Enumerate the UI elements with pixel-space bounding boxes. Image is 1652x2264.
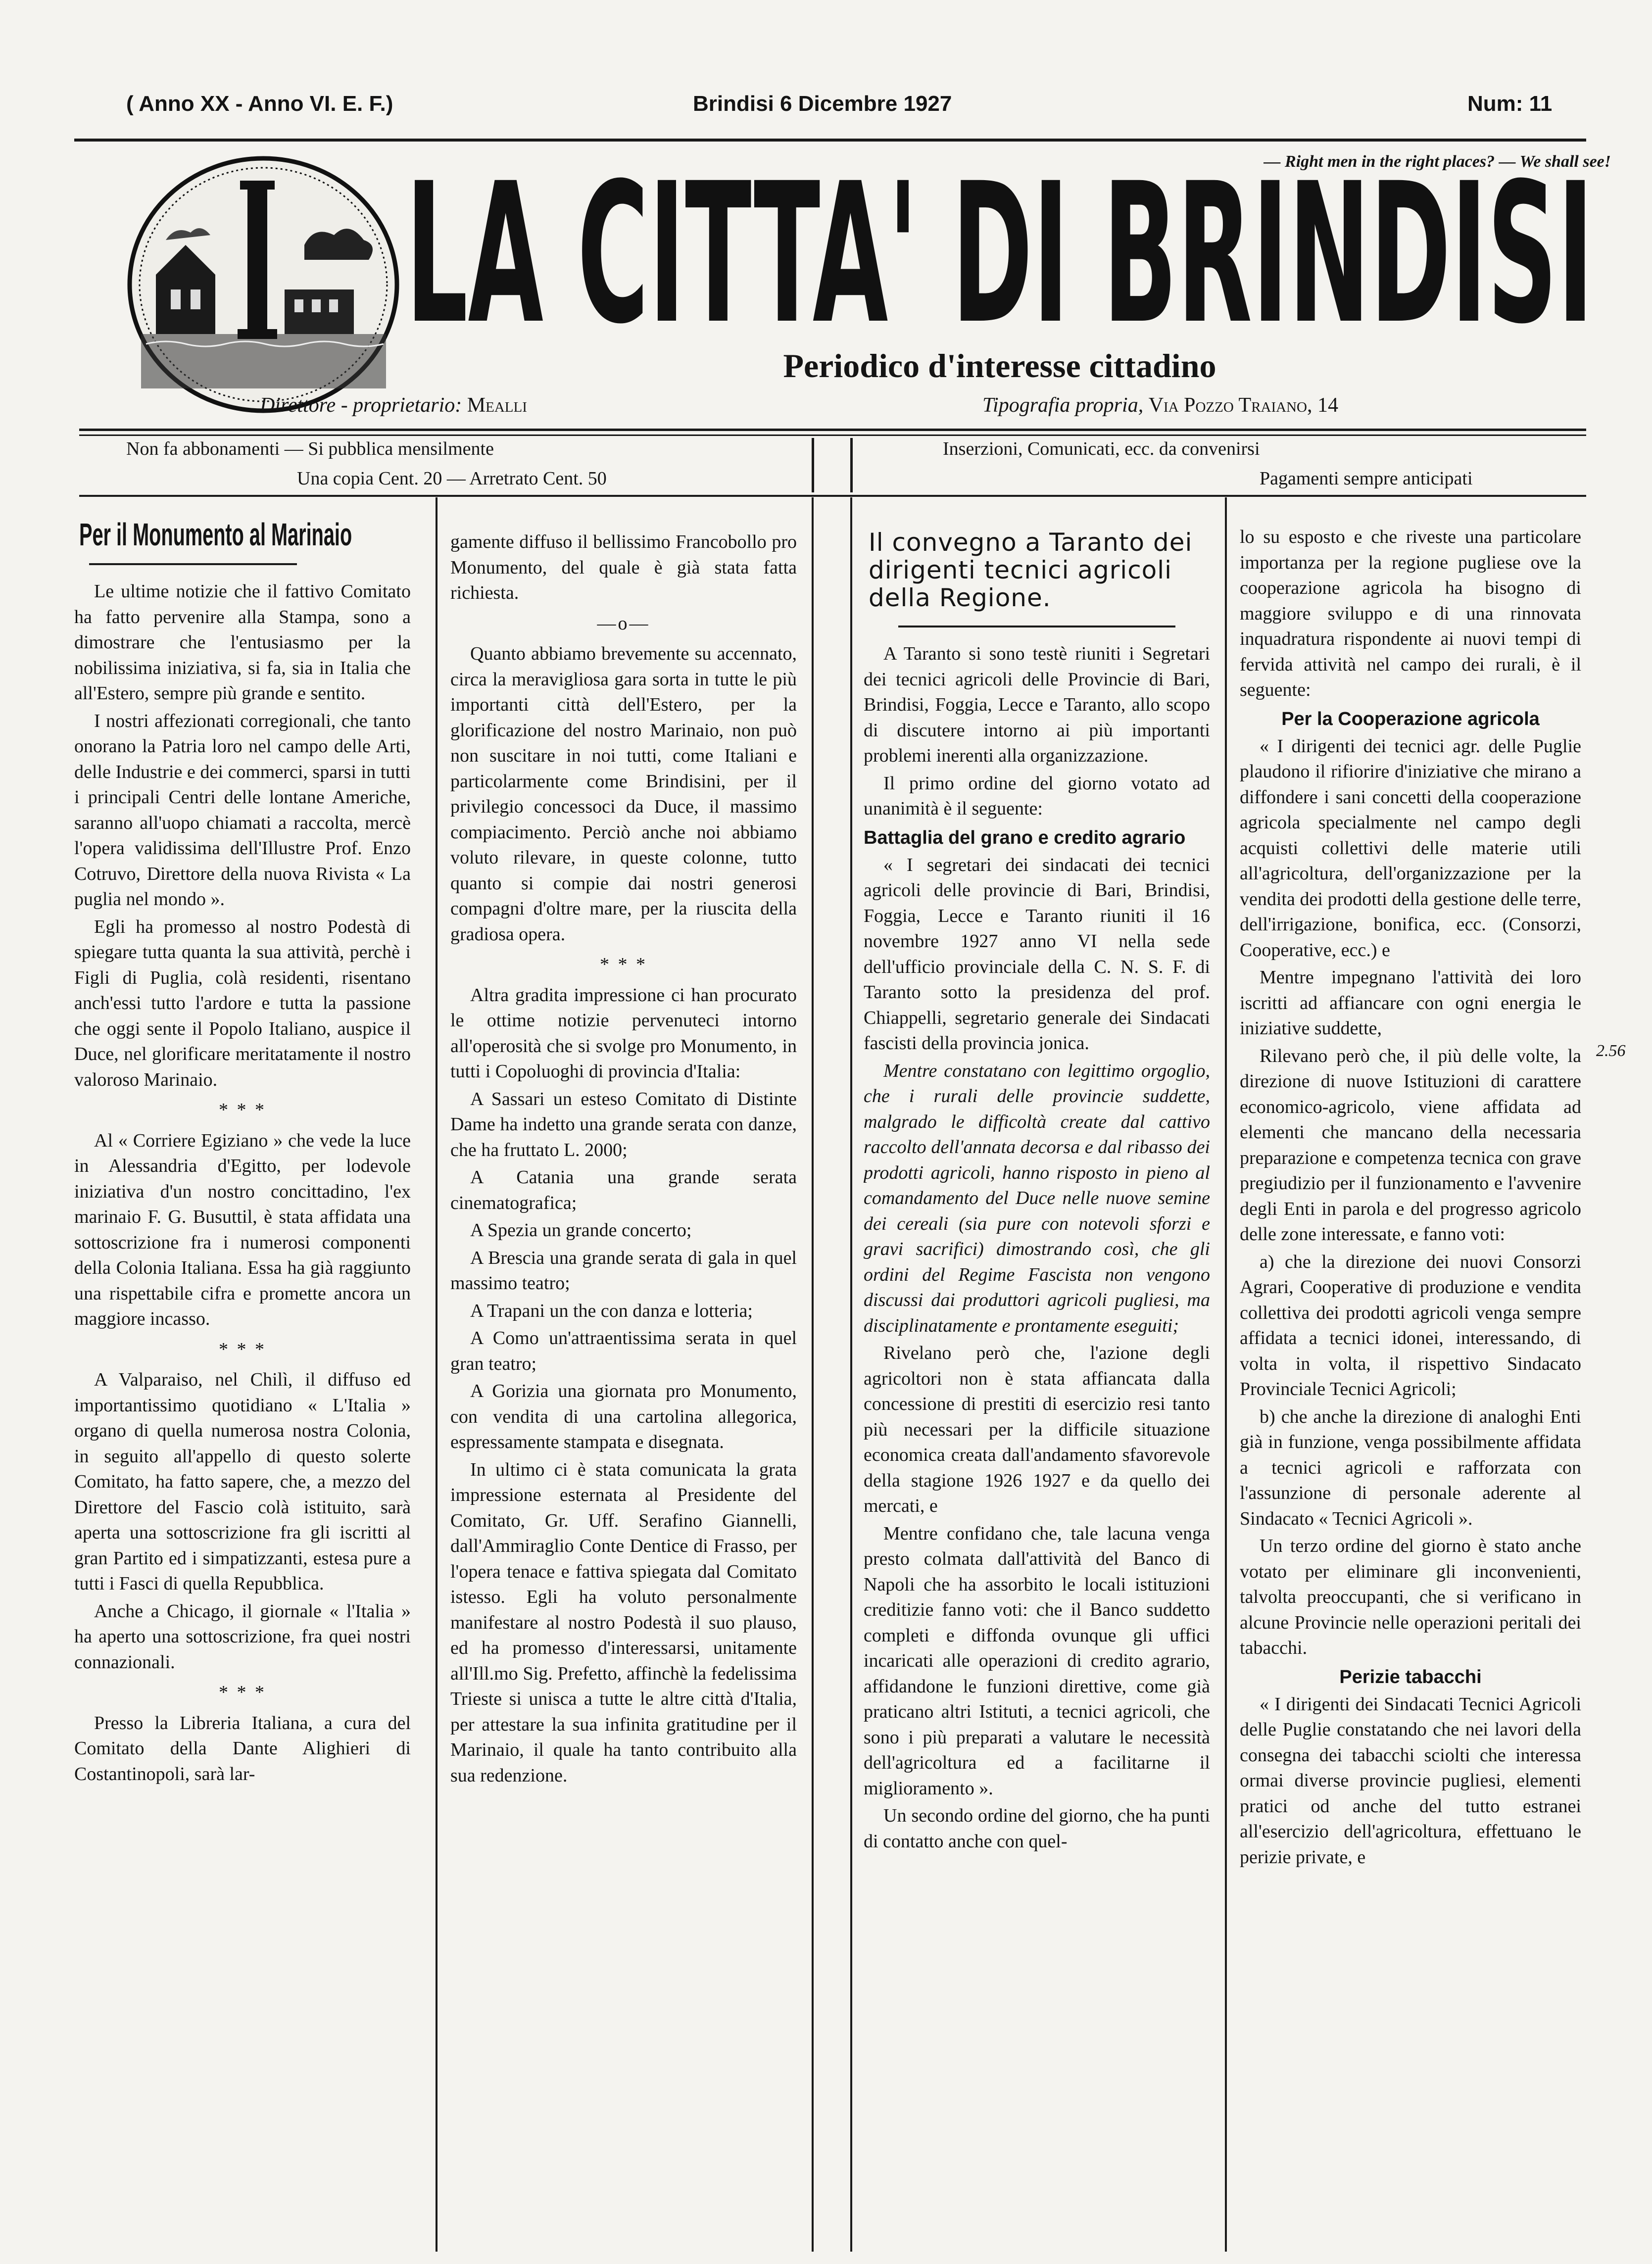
- info-divider-right: [850, 438, 853, 492]
- paragraph: « I dirigenti dei tecnici agr. delle Puglie plaudono il rifiorire d'iniziative che mirano a diffondere i sani concetti della cooperazione agricola specialmente nel campo degli acquisti collettivi delle materie utili all'agricoltura, dell'organizzazione per la vendita dei prodotti della gestione delle terre, dell'irrigazione, bonifica, ecc. (Consorzi, Cooperative, ecc.) e: [1240, 735, 1581, 961]
- paragraph: Al « Corriere Egiziano » che vede la luce in Alessandria d'Egitto, per lodevole iniziativa d'un nostro concittadino, l'ex marinaio F. G. Busuttil, è stata affidata una sottoscrizione fra i numerosi componenti della Colonia Italiana. Essa ha già raggiunto una rispettabile cifra e promette ancora un maggiore incasso.: [74, 1130, 411, 1329]
- printer-line: [982, 393, 1338, 417]
- director-name: Mealli: [467, 394, 527, 417]
- paragraph: Egli ha promesso al nostro Podestà di spiegare tutta quanta la sua attività, perchè i Figli di Puglia, colà residenti, risentano anch'essi tutto l'ardore e tutta la passione che oggi sente il Popolo Italiano, auspice il Duce, nel glorificare meritatamente il nostro valoroso Marinaio.: [74, 916, 411, 1090]
- paragraph: A Taranto si sono testè riuniti i Segretari dei tecnici agricoli delle Provincie di Bari, Brindisi, Foggia, Lecce e Taranto, allo scopo di discutere intorno ai più importanti problemi inerenti alla organizzazione.: [864, 643, 1210, 766]
- paragraph: Presso la Libreria Italiana, a cura del Comitato della Dante Alighieri di Costantinopoli, sarà lar-: [74, 1712, 411, 1784]
- masthead-subtitle: Periodico d'interesse cittadino: [783, 347, 1216, 385]
- article-convegno-col3: [864, 525, 1210, 2259]
- paragraph: A Catania una grande serata cinematografica;: [450, 1167, 797, 1213]
- subheading: Per la Cooperazione agricola: [1281, 708, 1540, 729]
- paragraph: Anche a Chicago, il giornale « l'Italia » ha aperto una sottoscrizione, fra quei nostri connazionali.: [74, 1600, 411, 1673]
- paragraph: Mentre confidano che, tale lacuna venga presto colmata dall'attività del Banco di Napoli che ha assorbito le locali istituzioni creditizie fanno voti: che il Banco suddetto completi e diffonda ovunque gli uffici incaricati alle operazioni di credito agrario, affidandone le funzioni direttive, come già praticano altri Istituti, a tecnici agricoli, che sono i più preparati a valutare le necessità dell'agricoltura ed a facilitarne il miglioramento ».: [864, 1523, 1210, 1799]
- edition-label: ( Anno XX - Anno VI. E. F.): [126, 92, 393, 116]
- masthead-motto: — Right men in the right places? — We shall see!: [1263, 152, 1611, 171]
- margin-note: 2.56: [1596, 1042, 1626, 1060]
- paragraph: a) che la direzione dei nuovi Consorzi Agrari, Cooperative di produzione e vendita collettiva dei prodotti agricoli venga sempre affidata a tecnici idonei, interessando, di volta in volta, il rispettivo Sindacato Provinciale Tecnici Agricoli;: [1240, 1251, 1581, 1399]
- director-line: [260, 393, 527, 417]
- info-left-2: Una copia Cent. 20 — Arretrato Cent. 50: [297, 468, 607, 489]
- masthead-rule-2: [79, 434, 1586, 436]
- paragraph: A Como un'attraentissima serata in quel gran teatro;: [450, 1328, 797, 1374]
- section-separator: * * *: [219, 1339, 266, 1360]
- section-separator: —o—: [597, 613, 650, 634]
- article-convegno-col4: [1240, 525, 1581, 2259]
- column-rule-1: [436, 497, 437, 2252]
- printer-label: Tipografia propria,: [982, 394, 1144, 417]
- info-left-1: Non fa abbonamenti — Si pubblica mensilmente: [126, 438, 494, 459]
- section-separator: * * *: [219, 1682, 266, 1703]
- section-separator: * * *: [219, 1100, 266, 1120]
- paragraph: Rivelano però che, l'azione degli agricoltori non è stata affiancata dalla concessione di prestiti di esercizio resi tanto più necessari per la difficile situazione economica creata dall'andamento sfavorevole della stagione 1926 1927 e da quello dei mercati, e: [864, 1343, 1210, 1516]
- paragraph: Il primo ordine del giorno votato ad unanimità è il seguente:: [864, 772, 1210, 819]
- paragraph: Un secondo ordine del giorno, che ha punti di contatto anche con quel-: [864, 1805, 1210, 1852]
- printer-address: Via Pozzo Traiano, 14: [1148, 394, 1338, 417]
- top-line: [126, 92, 1591, 136]
- paragraph: In ultimo ci è stata comunicata la grata impressione esternata al Presidente del Comitato, Gr. Uff. Serafino Giannelli, dall'Ammiraglio Conte Dentice di Frasso, per l'opera tenace e fattiva spiegata dal Comitato istesso. Egli ha voluto personalmente manifestare al nostro Podestà il suo plauso, ed ha promesso d'interessarsi, unitamente all'Ill.mo Sig. Prefetto, affinchè la fedelissima Trieste si unisca a tutte le altre città d'Italia, per attestare la sua infinita gratitudine per il Marinaio, il quale ha tanto contribuito alla sua redenzione.: [450, 1459, 797, 1786]
- headline-convegno: Il convegno a Taranto dei dirigenti tecnici agricoli della Regione.: [869, 528, 1193, 612]
- paragraph: Un terzo ordine del giorno è stato anche votato per eliminare gli inconvenienti, talvolta preoccupanti, che si verificano in alcune Provincie nelle operazioni peritali dei tabacchi.: [1240, 1536, 1581, 1658]
- paragraph: A Sassari un esteso Comitato di Distinte Dame ha indetto una grande serata con danze, che ha fruttato L. 2000;: [450, 1088, 797, 1160]
- paragraph: lo su esposto e che riveste una particolare importanza per la regione pugliese ove la cooperazione agricola ha bisogno di maggiore sviluppo e di una rinnovata inquadratura rispondente ai nuovi tempi di fervida attività nel campo dei rurali, è il seguente:: [1240, 527, 1581, 700]
- masthead-title: [396, 163, 1603, 341]
- paragraph: Rilevano però che, il più delle volte, la direzione di nuove Istituzioni di carattere economico-agricolo, viene affidata ad elementi che mancano della necessaria preparazione e competenza tecnica con grave pregiudizio per il funzionamento e l'avvenire degli Enti in parola e del progresso agricolo delle zone interessate, e fanno voti:: [1240, 1045, 1581, 1245]
- top-rule: [74, 139, 1586, 142]
- paragraph: A Valparaiso, nel Chilì, il diffuso ed importantissimo quotidiano « L'Italia » organo di quella numerosa nostra Colonia, in seguito all'appello di questo solerte Comitato, ha fatto sapere, che, a mezzo del Direttore del Fascio colà istituito, sarà aperta una sottoscrizione fra gli iscritti al gran Partito ed i simpatizzanti, estesa pure a tutti i Fasci di quella Repubblica.: [74, 1369, 411, 1594]
- paragraph: Mentre impegnano l'attività dei loro iscritti ad affiancare con ogni energia le iniziative suddette,: [1240, 967, 1581, 1039]
- info-right-2: Pagamenti sempre anticipati: [1260, 468, 1473, 489]
- column-rule-3: [850, 497, 852, 2252]
- masthead-rule-1: [79, 429, 1586, 431]
- issue-date: Brindisi 6 Dicembre 1927: [693, 92, 952, 116]
- headline-underline: [89, 563, 297, 565]
- headline-monumento: Per il Monumento al Marinaio: [79, 517, 352, 552]
- section-separator: * * *: [600, 954, 647, 975]
- city-seal-emblem: [126, 156, 401, 413]
- column-rule-2: [812, 497, 814, 2252]
- info-right-1: Inserzioni, Comunicati, ecc. da convenirsi: [943, 438, 1260, 459]
- paragraph: b) che anche la direzione di analoghi Enti già in funzione, venga possibilmente affidata a tecnici agricoli e rafforzata con l'assunzione di personale aderente al Sindacato « Tecnici Agricoli ».: [1240, 1406, 1581, 1529]
- paragraph: « I dirigenti dei Sindacati Tecnici Agricoli delle Puglie constatando che nei lavori della consegna dei tabacchi sciolti che interessa ormai diverse provincie pugliesi, elementi pratici od anche del tutto estranei all'esercizio dell'agricoltura, effettuano le perizie private, e: [1240, 1693, 1581, 1868]
- director-label: Direttore - proprietario:: [260, 394, 462, 417]
- paragraph: Altra gradita impressione ci han procurato le ottime notizie pervenuteci intorno all'operosità che si svolge pro Monumento, in tutti i Copoluoghi di provincia d'Italia:: [450, 984, 797, 1082]
- info-divider-left: [812, 438, 814, 492]
- paragraph: I nostri affezionati corregionali, che tanto onorano la Patria loro nel campo delle Arti, delle Industrie e dei commerci, sparsi in tutti i principali Centri delle lontane Americhe, saranno all'uopo chiamati a raccolta, mercè l'opera validissima dell'Illustre Prof. Enzo Cotruvo, Direttore della nuova Rivista « La puglia nel mondo ».: [74, 710, 411, 910]
- paragraph: A Trapani un the con danza e lotteria;: [470, 1300, 753, 1321]
- issue-number: Num: 11: [1467, 92, 1553, 116]
- subheading: Perizie tabacchi: [1339, 1666, 1482, 1687]
- paragraph: « I segretari dei sindacati dei tecnici agricoli delle provincie di Bari, Brindisi, Foggia, Lecce e Taranto riuniti il 16 novembre 1927 anno VI nella sede dell'ufficio provinciale della C. N. S. F. di Taranto sotto la presidenza del prof. Chiappelli, segretario generale dei Sindacati fascisti della provincia jonica.: [864, 854, 1210, 1054]
- article-monumento-col2: [450, 530, 797, 2264]
- subheading: Battaglia del grano e credito agrario: [864, 827, 1186, 848]
- info-bottom-rule: [79, 495, 1586, 497]
- paragraph: A Brescia una grande serata di gala in quel massimo teatro;: [450, 1247, 797, 1294]
- paragraph: Quanto abbiamo brevemente su accennato, circa la meravigliosa gara sorta in tutte le più importanti città dell'Estero, per la glorificazione del nostro Marinaio, non può non suscitare in noi tutti, come Italiani e particolarmente come Brindisini, per il privilegio concessoci da Duce, il massimo compiacimento. Perciò anche noi abbiamo voluto rilevare, in queste colonne, tutto quanto si compie dai nostri generosi compagni d'oltre mare, per la riuscita della gradiosa opera.: [450, 643, 797, 945]
- headline-underline: [898, 626, 1175, 627]
- paragraph: A Gorizia una giornata pro Monumento, con vendita di una cartolina allegorica, espressamente stampata e disegnata.: [450, 1381, 797, 1452]
- column-rule-4: [1225, 497, 1227, 2252]
- paragraph: A Spezia un grande concerto;: [470, 1220, 692, 1241]
- masthead-title-text: LA CITTA' DI BRINDISI: [406, 163, 1594, 341]
- paragraph: Le ultime notizie che il fattivo Comitato ha fatto pervenire alla Stampa, sono a dimostrare che l'entusiasmo per la nobilissima iniziativa, si fa, sia in Italia che all'Estero, sempre più grande e sentito.: [74, 581, 411, 704]
- paragraph: Mentre constatano con legittimo orgoglio, che i rurali delle provincie suddette, malgrado le difficoltà create dal cattivo raccolto dell'annata decorsa e dal ribasso dei prodotti agricoli, hanno risposto in pieno al comandamento del Duce nelle nuove semine dei cereali (sia pure con notevoli sforzi e gravi sacrifici) dimostrando così, che gli ordini del Regime Fascista non vengono discussi dai produttori agricoli pugliesi, ma disciplinatamente e prontamente eseguiti;: [864, 1060, 1210, 1336]
- article-monumento-col1: [74, 510, 411, 2244]
- paragraph: gamente diffuso il bellissimo Francobollo pro Monumento, del quale è già stata fatta richiesta.: [450, 531, 797, 603]
